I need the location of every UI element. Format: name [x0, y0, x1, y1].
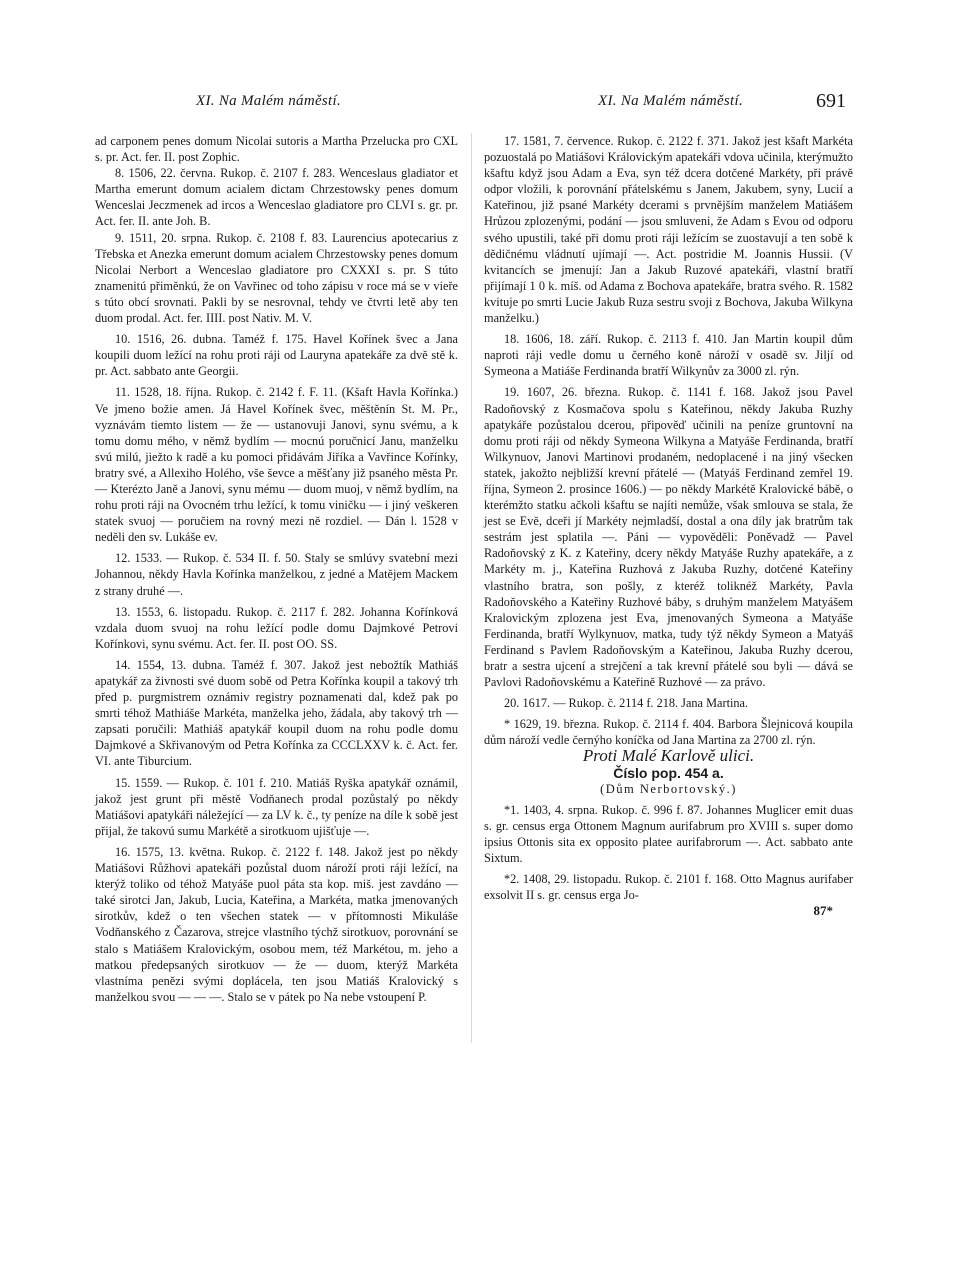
paragraph: 16. 1575, 13. května. Rukop. č. 2122 f. 148. Jakož jest po někdy Matiášovi Růžhovi apatekáři pozůstal duom nároží proti ráji ležící, na kterýž toliko od téhož Matyáše puol páta sta kop. miš. jest zavdáno — také sirotci Jan, Jakub, Lucia, Kateřina, a Markéta, matka jmenovaných sirotkův, kdež o ten všechen statek — v přítomnosti Mikuláše Vodňanského z Čazarova, strejce vlastního týchž sirotkuov, porovnání se stalo s Matiášem Kralovickým, osobou mem, též Markétou, m. jeho a matkou předepsaných sirotkuov — že — duom, kterýž Markéta vlastníma penězi svými doplácela, ten jsou Matiáš Kralovický s manželkou svou — — —. Stalo se v pátek po Na nebe vstoupení P. [95, 844, 458, 1004]
paragraph: * 1629, 19. března. Rukop. č. 2114 f. 404. Barbora Šlejnicová koupila dům nároží vedle černýho koníčka od Jana Martina za 2700 zl. rýn. [484, 717, 853, 748]
paragraph: 18. 1606, 18. září. Rukop. č. 2113 f. 410. Jan Martin koupil dům naproti ráji vedle domu u černého koně nároží v osadě sv. Jiljí od Symeona a Matiáše Ferdinanda bratří Wilkynův za 3000 zl. rýn. [484, 332, 853, 379]
paragraph: 17. 1581, 7. července. Rukop. č. 2122 f. 371. Jakož jest kšaft Markéta pozuostalá po Matiášovi Královickým apatekáři vdova učinila, kterýmužto kšaftu když jsou Adam a Eva, syn též dcera dotčené Markéty, při právě odpor vložili, k porovnání přátelskému s Janem, Jakubem, syny, Lucií a Kateřinou, již psané Markéty dcerami s prvnějším manželem Matiášem Hrůzou zplozenými, podání — jsou smluveni, že Adam s Evou od odporu svého upustili, také při domu proti ráji ležícím se zuostavují a ten sobě k dědičnému vládnutí ujímají —. Act. postridie M. Joannis Hussii. (V kvitancích se jmenují: Jan a Jakub Ruzové apatekáři, vlastní bratří přijímají 1 0 k. míš. od Adama z Bochova apatekáře, bratra svého. R. 1582 kvituje po smrti Lucie Jakub Ruza sestru svoji z Bochova, Jakuba Wilkyna manželku.) [484, 134, 853, 326]
page-number: 691 [816, 90, 846, 112]
paragraph: 12. 1533. — Rukop. č. 534 II. f. 50. Staly se smlúvy svatební mezi Johannou, někdy Havla Kořínka manželkou, z jedné a Matějem Mackem z strany druhé —. [95, 551, 458, 598]
paragraph: 15. 1559. — Rukop. č. 101 f. 210. Matiáš Ryška apatykář oznámil, jakož jest grunt při městě Vodňanech prodal pozůstalý po někdy Matiášovi apatykáři náležející — za LV k. č., ty peníze na díle k sobě jest přijal, že takovú sumu Markétě a sirotkuom ujišťuje —. [95, 775, 458, 838]
paragraph: ad carponem penes domum Nicolai sutoris a Martha Przelucka pro CXL s. pr. Act. fer. II. post Zophic. [95, 134, 458, 165]
paragraph: *2. 1408, 29. listopadu. Rukop. č. 2101 f. 168. Otto Magnus aurifaber exsolvit II s. gr. census erga Jo- [484, 872, 853, 903]
right-running-header: XI. Na Malém náměstí. [598, 93, 744, 109]
right-column [484, 133, 853, 919]
left-running-header: XI. Na Malém náměstí. [196, 93, 342, 109]
paragraph: 10. 1516, 26. dubna. Taméž f. 175. Havel Kořínek švec a Jana koupili duom ležící na rohu proti ráji od Lauryna apatekáře za dvě stě k. pr. Act. sabbato ante Georgii. [95, 332, 458, 379]
section-number: Číslo pop. 454 a. [613, 764, 724, 781]
left-column [95, 133, 458, 1005]
paragraph: 8. 1506, 22. června. Rukop. č. 2107 f. 283. Wenceslaus gladiator et Martha emerunt domum acialem dictam Chrzestowsky penes domum Wenceslai Jeczmenek ad ircos a Wenceslao gladiatore pro CLVI s. gr. pr. Act. fer. II. ante Joh. B. [95, 166, 458, 229]
paragraph: 20. 1617. — Rukop. č. 2114 f. 218. Jana Martina. [504, 696, 749, 711]
section-title: Proti Malé Karlově ulici. [582, 746, 755, 766]
signature-mark: 87* [813, 903, 833, 919]
paragraph: 13. 1553, 6. listopadu. Rukop. č. 2117 f. 282. Johanna Kořínková vzdala duom svuoj na rohu ležící podle domu Dajmkové Petrovi Kořínkovi, synu svému. Act. fer. II. post OO. SS. [95, 604, 458, 651]
paragraph: 11. 1528, 18. října. Rukop. č. 2142 f. F. 11. (Kšaft Havla Kořínka.) Ve jmeno božie amen. Já Havel Kořínek švec, měštěnín St. M. Pr., vyznávám tiemto listem — že — ustanovuji Janovi, synu svému, a k tomu domu mého, v němž bydlím — mocnú poručnicí Janu, manželku svú milú, jiežto k radě a ku pomoci přidávám Jiříka a Vavřince Kořínky, bratry své, a Allexiho Holého, vše ševce a měšťany již psaného města Pr. — Kterézto Janě a Janovi, synu mému — duom muoj, v němž bydlím, na rohu proti ráji na Ovocném trhu ležící, k tomu viničku — i jiný veškeren statek svuoj — poručiem na rovný mezi ně rozdiel. — Dán l. 1528 v neděli den sv. Lukáše ev. [95, 385, 458, 545]
paragraph: 9. 1511, 20. srpna. Rukop. č. 2108 f. 83. Laurencius apotecarius z Třebska et Anezka emerunt domum acialem Chrzestowsky penes domum Nicolai Nerbort a Wenceslao gladiatore pro CXXXI s. pr. S túto znamenitú přiměnkú, že on Vavřinec od toho zápisu v roce má se v vieře s túto obcí srovnati. Pakli by se nesrovnal, tehdy ve čtvrti letě aby ten duom prodal. Act. fer. IIII. post Nativ. M. V. [95, 230, 458, 326]
paragraph: *1. 1403, 4. srpna. Rukop. č. 996 f. 87. Johannes Muglicer emit duas s. gr. census erga Ottonem Magnum aurifabrum pro XVIII s. super domo ipsius Ottonis sita ex opposito platee aurifabrorum —. Act. sabbato ante Sixtum. [484, 802, 853, 866]
column-divider [471, 133, 472, 1043]
section-house-name: (Dům Nerbortovský.) [600, 781, 737, 796]
paragraph: 14. 1554, 13. dubna. Taméž f. 307. Jakož jest nebožtík Mathiáš apatykář za živnosti své duom sobě od Petra Kořínka koupil a takový trh před p. purgmistrem oznámiv registry poznamenati dal, kdež pak po smrti téhož Mathiáše Markéta, manželka jeho, žádala, aby takový trh — zapsati poručili: Mathiáš apatykář koupil duom na rohu podle domu Dajmkové a Skřivanovým od Petra Kořínka za CCCLXXV k. č. Act. fer. VI. ante Tiburcium. [95, 657, 458, 769]
paragraph: 19. 1607, 26. března. Rukop. č. 1141 f. 168. Jakož jsou Pavel Radoňovský z Kosmačova spolu s Kateřinou, někdy Jakuba Ruzhy apatykáře pozůstalou dcerou, připověď učinili na peníze gruntovní na domu proti ráji od někdy Symeona Wilkyna a Matyáše Ferdinanda, bratří Wilkynuov, Janovi Martinovi prodaném, nedoplacené i na jiný všecken statek, jakožto nejbližší krevní přátelé — (Matyáš Ferdinand zemřel 19. října, Symeon 2. prosince 1606.) — po někdy Markétě Kralovické bábě, o kterémžto statku ačkoli kšaftu se najíti nemůže, však smlouva se stala, že jest se Evě, dceři jí Markéty nejmladší, dostal a ona díly jak bratrům tak sestrám jest splatila —. Páni — vypověděli: Poněvadž — Pavel Radoňovský z K. z Kateřiny, dcery někdy Matyáše Ruzhy apatekáře, a z Markéty m. j., Kateřina Ruzhová z Jakuba Ruzhy, dotčené Kateřiny vlastního bratra, son pošly, z kteréž toliknéž Markéty, Pavla Radoňovského a Kateřiny Ruzhové báby, s druhým manželem Matyášem Kralovickým zplozena jest Eva, jmenovaných Symeona a Matyáše Ferdinanda, bratří Wylkynuov, matka, tudy týž někdy Symeon a Matyáš Ferdinand s Pavlem Radoňovským a Kateřinou, Jakuba Ruzhy dcerou, bratr a sestra ujcení a strejčení a tak krevní přátelé sou byli — dává se Pavlovi Radoňovskému a Kateřině Ruzhové — za právo. [484, 385, 853, 690]
